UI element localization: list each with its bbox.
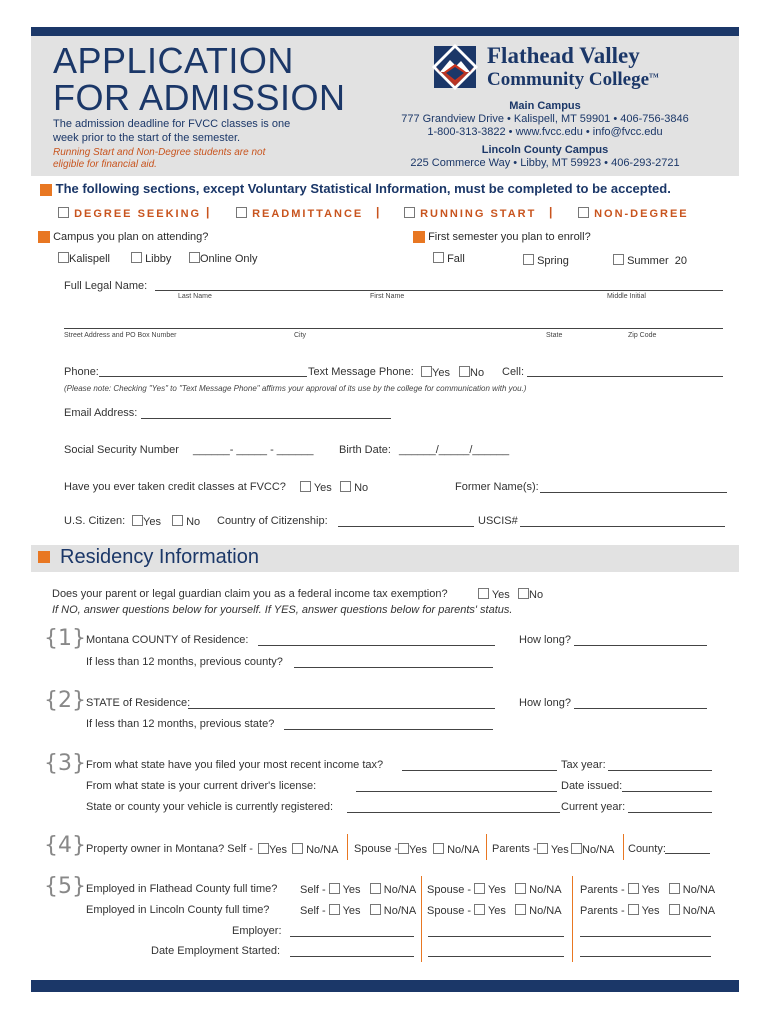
main-campus-address: 777 Grandview Drive • Kalispell, MT 59901 • 406-756-3846 [401, 113, 689, 125]
tax-year-field[interactable] [608, 770, 712, 771]
title-line-2: FOR ADMISSION [53, 77, 346, 118]
how-long-label: How long? [519, 697, 571, 709]
checkbox[interactable] [474, 883, 485, 894]
checkbox[interactable] [433, 843, 444, 854]
last-name-caption: Last Name [178, 293, 212, 300]
spouse-label: Spouse - [354, 843, 399, 855]
bottom-bar [31, 980, 739, 992]
exemption-yes[interactable]: Yes [478, 588, 510, 601]
lincoln-campus-address: 225 Commerce Way • Libby, MT 59923 • 406-293-2721 [410, 157, 680, 169]
text-phone-note: (Please note: Checking "Yes" to "Text Message Phone" affirms your approval of its use by the college for communication with you.) [64, 384, 527, 393]
income-tax-label: From what state have you filed your most recent income tax? [86, 759, 384, 771]
ssn-label: Social Security Number [64, 444, 179, 456]
parents-nona[interactable]: No/NA [571, 843, 614, 856]
vehicle-label: State or county your vehicle is currently registered: [86, 801, 334, 813]
checkbox[interactable] [669, 883, 680, 894]
employer-self-field[interactable] [290, 936, 414, 937]
full-name-line[interactable] [155, 290, 723, 291]
exemption-no[interactable]: No [518, 588, 543, 601]
checkbox[interactable] [258, 843, 269, 854]
previous-state-field[interactable] [284, 729, 493, 730]
credit-question: Have you ever taken credit classes at FVCC? [64, 481, 286, 493]
student-type-readmittance[interactable]: READMITTANCE [236, 207, 363, 220]
spouse-nona[interactable]: No/NA [433, 843, 479, 856]
divider [347, 834, 348, 860]
checkbox[interactable] [132, 515, 143, 526]
flathead-employment-label: Employed in Flathead County full time? [86, 883, 278, 895]
main-campus-title: Main Campus [509, 100, 581, 112]
tax-year-label: Tax year: [561, 759, 606, 771]
college-name-line-2: Community College™ [487, 69, 659, 90]
divider [623, 834, 624, 860]
date-started-spouse-field[interactable] [428, 956, 564, 957]
exemption-note: If NO, answer questions below for yourself. If YES, answer questions below for parents' status. [52, 604, 513, 616]
county-field[interactable] [665, 853, 710, 854]
citizen-label: U.S. Citizen: [64, 515, 126, 527]
country-label: Country of Citizenship: [217, 515, 328, 527]
credit-yes[interactable]: Yes [300, 481, 332, 494]
semester-summer[interactable]: Summer 20 [613, 254, 687, 267]
phone-label: Phone: [64, 366, 99, 378]
employment-date-label: Date Employment Started: [151, 945, 281, 957]
page-title [53, 42, 373, 116]
text-phone-label: Text Message Phone: [308, 366, 414, 378]
checkbox[interactable] [478, 588, 489, 599]
self-nona[interactable]: No/NA [292, 843, 338, 856]
required-notice: The following sections, except Voluntary Statistical Information, must be completed to be accepted. [40, 181, 671, 196]
checkbox[interactable] [421, 366, 432, 377]
question-number-4: {4} [44, 833, 86, 858]
lincoln-self: Self - Yes No/NA [300, 905, 417, 917]
top-bar [31, 27, 739, 36]
previous-county-label: If less than 12 months, previous county? [86, 656, 283, 668]
state-residence-label: STATE of Residence: [86, 697, 191, 709]
divider [572, 876, 573, 962]
county-field[interactable] [258, 645, 495, 646]
lincoln-employment-label: Employed in Lincoln County full time? [86, 904, 270, 916]
divider [421, 876, 422, 962]
checkbox[interactable] [628, 883, 639, 894]
text-phone-no[interactable]: No [459, 366, 484, 379]
flathead-parents: Parents - Yes No/NA [580, 884, 716, 896]
checkbox[interactable] [58, 252, 69, 263]
street-caption: Street Address and PO Box Number [64, 332, 177, 339]
drivers-license-label: From what state is your current driver's license: [86, 780, 317, 792]
student-type-running-start[interactable]: RUNNING START [404, 207, 536, 220]
checkbox[interactable] [58, 207, 69, 218]
main-campus-contact: 1-800-313-3822 • www.fvcc.edu • info@fvcc.edu [427, 126, 663, 138]
state-caption: State [546, 332, 563, 339]
checkbox[interactable] [300, 481, 311, 492]
uscis-field[interactable] [520, 526, 725, 527]
first-name-caption: First Name [370, 293, 405, 300]
property-owner-label: Property owner in Montana? Self - [86, 843, 253, 855]
date-started-self-field[interactable] [290, 956, 414, 957]
state-residence-field[interactable] [188, 708, 495, 709]
checkbox[interactable] [537, 843, 548, 854]
uscis-label: USCIS# [478, 515, 518, 527]
checkbox[interactable] [433, 252, 444, 263]
parents-yes[interactable]: Yes [537, 843, 569, 856]
checkbox[interactable] [370, 883, 381, 894]
birth-date-field[interactable]: ______/_____/______ [399, 444, 510, 456]
checkbox[interactable] [329, 904, 340, 915]
campus-kalispell[interactable]: Kalispell [58, 252, 110, 265]
college-logo-icon [430, 42, 480, 92]
orange-square-icon [38, 551, 50, 563]
city-caption: City [294, 332, 307, 339]
how-long-field[interactable] [574, 645, 707, 646]
deadline-note: Running Start and Non-Degree students are not eligible for financial aid. [53, 147, 266, 170]
checkbox[interactable] [340, 481, 351, 492]
current-year-label: Current year: [561, 801, 626, 813]
checkbox[interactable] [515, 904, 526, 915]
flathead-spouse: Spouse - Yes No/NA [427, 884, 562, 896]
former-names-label: Former Name(s): [455, 481, 539, 493]
checkbox[interactable] [404, 207, 415, 218]
address-line[interactable] [64, 328, 723, 329]
date-started-parents-field[interactable] [580, 956, 711, 957]
checkbox[interactable] [189, 252, 200, 263]
current-year-field[interactable] [628, 812, 712, 813]
employer-spouse-field[interactable] [428, 936, 564, 937]
campus-question: Campus you plan on attending? [38, 231, 208, 243]
question-number-1: {1} [44, 626, 86, 651]
tax-exemption-question: Does your parent or legal guardian claim you as a federal income tax exemption? [52, 588, 448, 600]
question-number-5: {5} [44, 874, 86, 899]
semester-question: First semester you plan to enroll? [413, 231, 591, 243]
country-field[interactable] [338, 526, 474, 527]
checkbox[interactable] [578, 207, 589, 218]
checkbox[interactable] [669, 904, 680, 915]
checkbox[interactable] [329, 883, 340, 894]
full-name-label: Full Legal Name: [64, 280, 148, 292]
previous-state-label: If less than 12 months, previous state? [86, 718, 275, 730]
date-issued-field[interactable] [622, 791, 712, 792]
title-line-1: APPLICATION [53, 40, 294, 81]
orange-square-icon [38, 231, 50, 243]
spouse-yes[interactable]: Yes [398, 843, 427, 856]
flathead-self: Self - Yes No/NA [300, 884, 417, 896]
lincoln-spouse: Spouse - Yes No/NA [427, 905, 562, 917]
how-long-label: How long? [519, 634, 571, 646]
email-field[interactable] [141, 418, 391, 419]
parents-label: Parents - [492, 843, 537, 855]
residency-title: Residency Information [60, 546, 259, 568]
self-yes[interactable]: Yes [258, 843, 287, 856]
checkbox[interactable] [515, 883, 526, 894]
question-number-3: {3} [44, 751, 86, 776]
cell-label: Cell: [502, 366, 525, 378]
phone-field[interactable] [99, 376, 307, 377]
checkbox[interactable] [398, 843, 409, 854]
ssn-field[interactable]: ______- _____ - ______ [193, 444, 314, 456]
previous-county-field[interactable] [294, 667, 493, 668]
campus-libby[interactable]: Libby [131, 252, 171, 265]
zip-caption: Zip Code [628, 332, 657, 339]
separator: | [376, 205, 380, 219]
deadline-text: The admission deadline for FVCC classes is one week prior to the start of the semester. [53, 118, 291, 144]
vehicle-field[interactable] [347, 812, 560, 813]
divider [486, 834, 487, 860]
checkbox[interactable] [459, 366, 470, 377]
checkbox[interactable] [518, 588, 529, 599]
semester-spring[interactable]: Spring [523, 254, 569, 267]
employer-label: Employer: [232, 925, 282, 937]
checkbox[interactable] [292, 843, 303, 854]
checkbox[interactable] [236, 207, 247, 218]
separator: | [549, 205, 553, 219]
lincoln-campus-title: Lincoln County Campus [481, 144, 609, 156]
checkbox[interactable] [613, 254, 624, 265]
email-label: Email Address: [64, 407, 138, 419]
checkbox[interactable] [131, 252, 142, 263]
date-issued-label: Date issued: [561, 780, 623, 792]
county-label: Montana COUNTY of Residence: [86, 634, 249, 646]
campus-online[interactable]: Online Only [189, 252, 257, 265]
semester-fall[interactable]: Fall [433, 252, 465, 265]
drivers-license-field[interactable] [356, 791, 557, 792]
orange-square-icon [40, 184, 52, 196]
county-label: County: [628, 843, 666, 855]
credit-no[interactable]: No [340, 481, 368, 494]
separator: | [206, 205, 210, 219]
cell-field[interactable] [527, 376, 723, 377]
checkbox[interactable] [474, 904, 485, 915]
citizen-no[interactable]: No [172, 515, 200, 528]
citizen-yes[interactable]: Yes [132, 515, 161, 528]
college-name-line-1: Flathead Valley [487, 43, 640, 68]
employer-parents-field[interactable] [580, 936, 711, 937]
checkbox[interactable] [172, 515, 183, 526]
question-number-2: {2} [44, 688, 86, 713]
checkbox[interactable] [523, 254, 534, 265]
how-long-field[interactable] [574, 708, 707, 709]
income-tax-field[interactable] [402, 770, 557, 771]
orange-square-icon [413, 231, 425, 243]
student-type-degree-seeking[interactable]: DEGREE SEEKING [58, 207, 201, 220]
checkbox[interactable] [628, 904, 639, 915]
checkbox[interactable] [571, 843, 582, 854]
birth-date-label: Birth Date: [339, 444, 391, 456]
text-phone-yes[interactable]: Yes [421, 366, 450, 379]
former-names-field[interactable] [540, 492, 727, 493]
student-type-non-degree[interactable]: NON-DEGREE [578, 207, 689, 220]
checkbox[interactable] [370, 904, 381, 915]
middle-initial-caption: Middle Initial [607, 293, 646, 300]
lincoln-parents: Parents - Yes No/NA [580, 905, 716, 917]
